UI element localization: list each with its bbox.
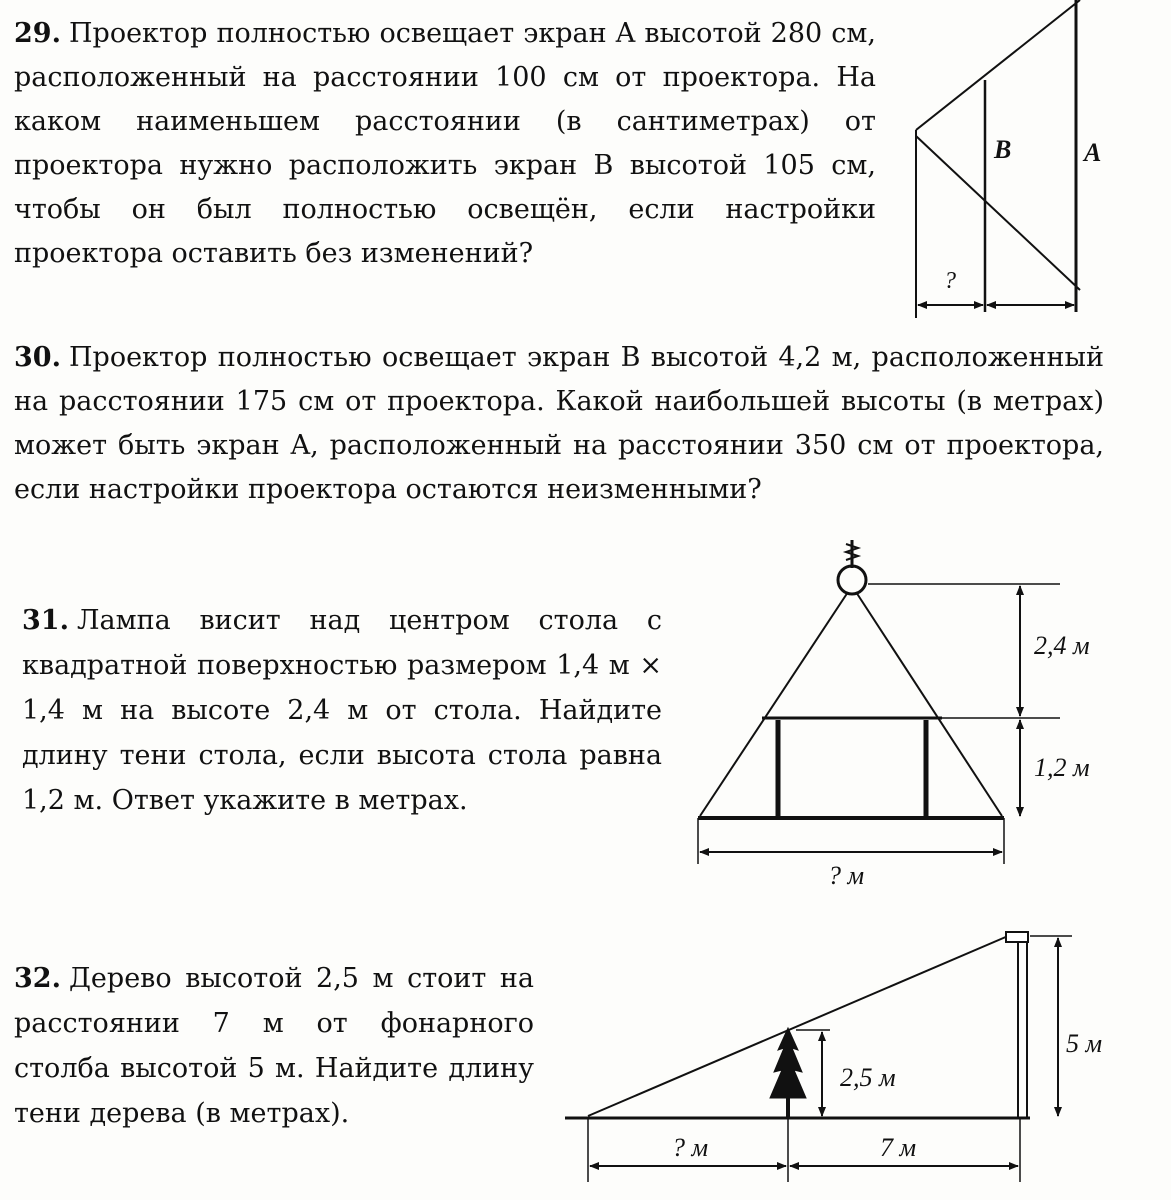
problem-text: Дерево высотой 2,5 м стоит на расстоянии 7 м от фонарного столба высотой 5 м. Найдите длину тени дерева (в метрах). [14,963,534,1129]
problem-31 [22,598,662,823]
tree-lamppost-figure [560,920,1140,1200]
tree [770,1028,806,1118]
light-ray-left [700,592,848,816]
lamp-head [1006,932,1028,942]
label-1-2: 1,2 м [1034,753,1090,782]
label-5: 5 м [1066,1029,1103,1058]
label-shadow: ? м [672,1133,709,1162]
ray-top [916,0,1080,130]
problem-text: Проектор полностью освещает экран A высотой 280 см, расположенный на расстоянии 100 см от проектора. На каком наименьшем расстоянии (в сантиметрах) от проектора нужно расположить экран B высотой 105 см, чтобы он был полностью освещён, если настройки проектора оставить без изменений? [14,18,876,269]
label-a: A [1084,138,1102,167]
problem-text: Проектор полностью освещает экран B высотой 4,2 м, расположенный на расстоянии 175 см от проектора. Какой наибольшей высоты (в метрах) может быть экран A, расположенный на расстоянии 350 см от проектора, если настройки проектора остаются неизменными? [14,342,1104,505]
lamp-bulb [838,566,866,594]
lamp-post [1018,936,1027,1118]
problem-number: 29. [14,18,61,49]
projector-screens-figure [880,0,1110,330]
problem-number: 30. [14,342,61,373]
problem-number: 31. [22,605,69,636]
problem-29 [14,12,876,276]
label-shadow: ? м [828,861,865,890]
problem-32 [14,956,534,1136]
label-7: 7 м [880,1133,917,1162]
problem-number: 32. [14,963,61,994]
label-2-5: 2,5 м [840,1063,896,1092]
label-2-4: 2,4 м [1034,631,1090,660]
light-ray-right [856,592,1002,816]
label-b: B [994,135,1012,164]
problem-30 [14,336,1104,512]
label-question: ? [944,268,956,294]
problem-text: Лампа висит над центром стола с квадратной поверхностью размером 1,4 м × 1,4 м на высоте 2,4 м от стола. Найдите длину тени стола, если высота стола равна 1,2 м. Ответ укажите в метрах. [22,605,662,816]
lamp-table-figure [680,530,1140,900]
